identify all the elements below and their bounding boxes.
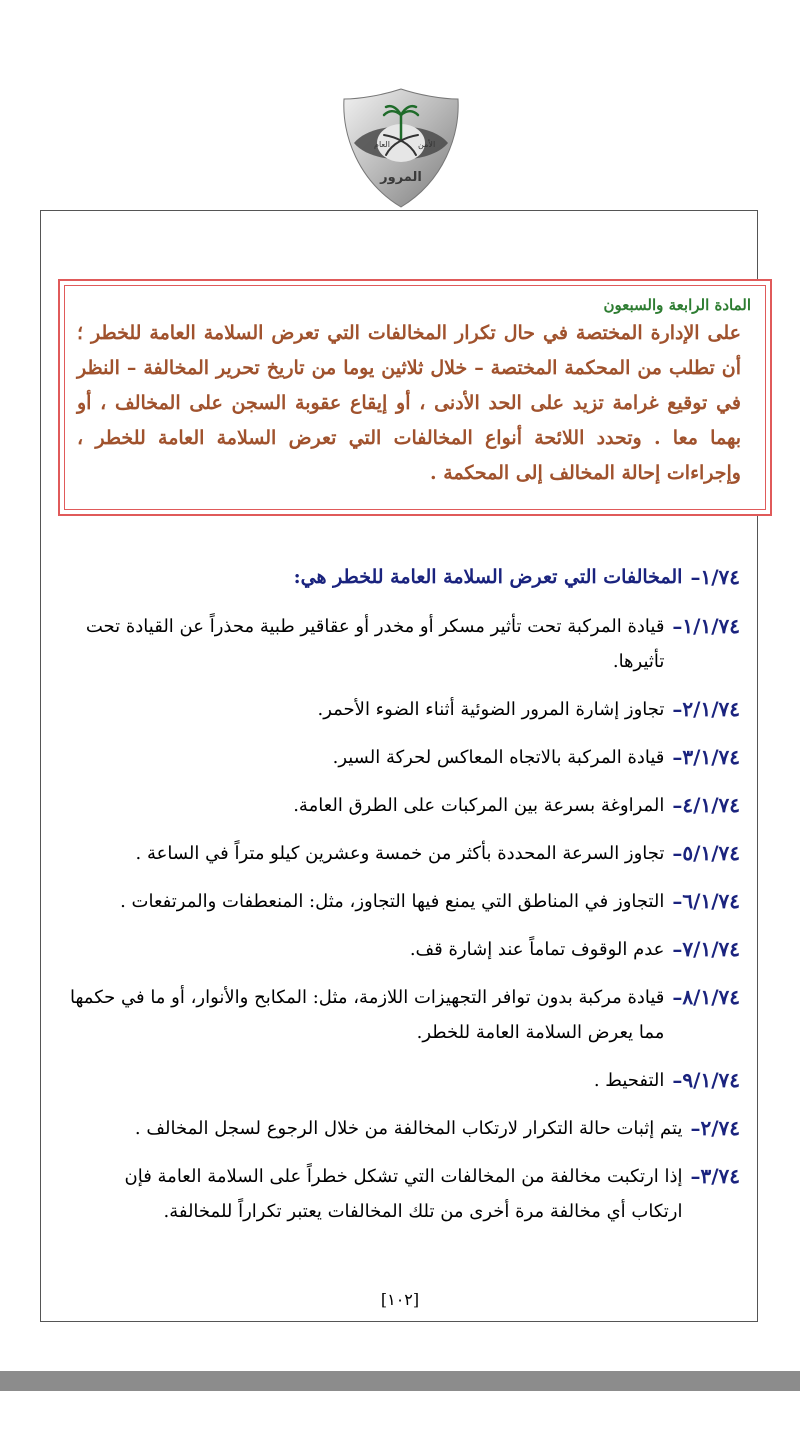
emblem-right-word: الأمن: [418, 140, 436, 149]
item-text: التفحيط .: [593, 1070, 665, 1091]
item-text: التجاوز في المناطق التي يمنع فيها التجاوز، مثل: المنعطفات والمرتفعات .: [120, 891, 665, 912]
item-number: ٨/١/٧٤–: [672, 985, 740, 1009]
list-item: [70, 884, 740, 919]
bottom-bar: [0, 1371, 800, 1391]
list-item: [70, 932, 740, 967]
item-number: ٦/١/٧٤–: [672, 889, 740, 913]
item-text: قيادة المركبة بالاتجاه المعاكس لحركة السير.: [332, 747, 665, 768]
article-box: [58, 279, 772, 516]
list-item: [70, 692, 740, 727]
item-number: ٢/٧٤–: [690, 1116, 740, 1140]
section-heading-text: المخالفات التي تعرض السلامة العامة للخطر هي:: [293, 566, 683, 588]
article-box-inner: [64, 285, 766, 510]
item-text: تجاوز السرعة المحددة بأكثر من خمسة وعشرين كيلو متراً في الساعة .: [135, 843, 665, 864]
item-text: يتم إثبات حالة التكرار لارتكاب المخالفة من خلال الرجوع لسجل المخالف .: [134, 1118, 683, 1139]
list-item: [70, 788, 740, 823]
item-text: قيادة مركبة بدون توافر التجهيزات اللازمة، مثل: المكابح والأنوار، أو ما في حكمها مما يعرض السلامة العامة للخطر.: [70, 987, 665, 1043]
list-item: [70, 1111, 740, 1146]
item-text: إذا ارتكبت مخالفة من المخالفات التي تشكل خطراً على السلامة العامة فإن ارتكاب أي مخالفة مرة أخرى من تلك المخالفات يعتبر تكراراً للمخالفة.: [124, 1166, 683, 1222]
article-text: على الإدارة المختصة في حال تكرار المخالفات التي تعرض السلامة العامة للخطر ؛ أن تطلب من المحكمة المختصة – خلال ثلاثين يوما من تاريخ تحرير المخالفة – النظر في توقيع غرامة تزيد على الحد الأدنى ، أو إيقاع عقوبة السجن على المخالف ، أو بهما معا . وتحدد اللائحة أنواع المخالفات التي تعرض السلامة العامة للخطر ، وإجراءات إحالة المخالف إلى المحكمة .: [77, 322, 741, 484]
item-text: تجاوز إشارة المرور الضوئية أثناء الضوء الأحمر.: [317, 699, 665, 720]
item-number: ٩/١/٧٤–: [672, 1068, 740, 1092]
regulations-list: [70, 560, 740, 1242]
list-item: [70, 1159, 740, 1229]
item-number: ٤/١/٧٤–: [672, 793, 740, 817]
item-number: ١/١/٧٤–: [672, 614, 740, 638]
list-item: [70, 740, 740, 775]
item-text: عدم الوقوف تماماً عند إشارة قف.: [409, 939, 665, 960]
section-heading-number: ١/٧٤–: [690, 565, 740, 589]
article-title: المادة الرابعة والسبعون: [603, 296, 751, 314]
list-item: [70, 1063, 740, 1098]
traffic-police-emblem: [334, 85, 468, 211]
emblem-bottom-text: المرور: [380, 170, 422, 185]
item-number: ٢/١/٧٤–: [672, 697, 740, 721]
item-number: ٥/١/٧٤–: [672, 841, 740, 865]
page-number: [١٠٢]: [380, 1290, 420, 1309]
item-text: قيادة المركبة تحت تأثير مسكر أو مخدر أو عقاقير طبية محذراً عن القيادة تحت تأثيرها.: [85, 616, 665, 672]
list-item: [70, 836, 740, 871]
list-item: [70, 980, 740, 1050]
item-number: ٣/٧٤–: [690, 1164, 740, 1188]
item-text: المراوغة بسرعة بين المركبات على الطرق العامة.: [293, 795, 665, 816]
emblem-left-word: العام: [374, 140, 390, 149]
section-heading: [70, 560, 740, 595]
emblem-icon: [334, 85, 468, 211]
item-number: ٣/١/٧٤–: [672, 745, 740, 769]
list-item: [70, 609, 740, 679]
item-number: ٧/١/٧٤–: [672, 937, 740, 961]
